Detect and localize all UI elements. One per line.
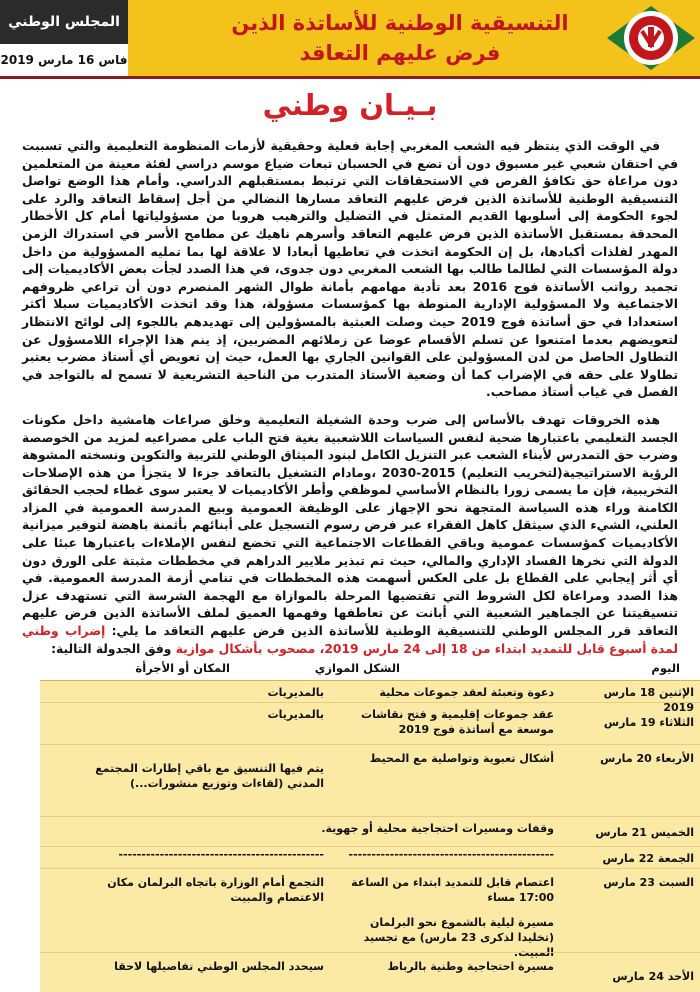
row-place: يتم فيها التنسيق مع باقي إطارات المجتمع المدني (لقاءات وتوزيع منشورات...): [95, 762, 324, 790]
row-place: ---------------------------------------------: [118, 848, 324, 861]
strike-decision: إضراب وطني لمدة أسبوع قابل للتمديد ابتداء من 18 إلى 24 مارس 2019، مصحوب بأشكال موازية: [22, 624, 678, 656]
paragraph-1: في الوقت الذي ينتظر فيه الشعب المغربي إجابة فعلية وحقيقية لأزمات المنظومة التعليمية والتي تسببت في احتقان شعبي غير مسبوق دون أن تضع في الحسبان تبعات ضياع موسم دراسي لفئة معينة من المتعلمين دون مراعاة حق تكافؤ الفرص في الاستحقاقات التي ترتبط بمستقبلهم الدراسي. وأمام هذا الوضع تواصل التنسيقية الوطنية للأساتذة الذين فرض عليهم التعاقد مسارها النضالي من أجل إسقاط التعاقد والرد على لجوء الحكومة إلى أسلوبها القديم المتمثل في التضليل والترهيب هروبا من مسؤولياتها أمام كل الأخطار المحدقة بمستقبل الأساتذة الذين فرض عليهم التعاقد وأسرهم ناهيك عن مطامح الأسر في استدراك الزمن المهدر لفلذات أكبادها، بل إن الحكومة اتخذت في تعاطيها أبعادا لا علاقة لها بما تمليه المسؤولية من داخل دولة المؤسسات التي لطالما طالب بها الشعب المغربي دون جدوى، في هذا الصدد لجأت بعض الأكاديميات إلى تجميد رواتب الأساتذة فوج 2016 بعد تأدية مهامهم بأمانة طوال الشهر المنصرم دون أن تراعي ظروفهم الاجتماعية ولا المسؤولية الإدارية المنوطة بها كمؤسسات مسؤولة، هذا وقد اتخذت الأكاديميات سبلا أكثر استعدادا في حق أساتذة فوج 2019 حيث وصلت العبثية بالمسؤولين إلى تهديدهم باللجوء إلى لوائح الانتظار لتعويضهم بعدما امتنعوا عن تسلم الأقسام عوضا عن زملائهم المضربين، إذ ينم هذا الإجراء اللامسؤول عن التطاول الحاصل من لدن المسؤولين على القوانين الجاري بها العمل، حيث إن تعويض أي أستاذ مضرب يعتبر تطاولا على حقه في الإضراب كما أن وضعية الأستاذ المتدرب من الناحية التشريعية لا تسمح له بالتواجد في الفصل في غياب أستاذ مصاحب.: [22, 139, 678, 400]
row-form: عقد جموعات إقليمية و فتح نقاشات موسعة مع أساتذة فوج 2019: [361, 708, 554, 736]
statement-title: بـيـان وطني: [262, 88, 438, 122]
header-place: المكان أو الأجرأة: [135, 661, 230, 675]
table-row: [40, 869, 700, 959]
row-place: سيحدد المجلس الوطني تفاصيلها لاحقا: [114, 960, 324, 973]
paragraph-2: [22, 412, 678, 658]
paragraph-2-text: هذه الخروقات تهدف بالأساس إلى ضرب وحدة الشغيلة التعليمية وخلق صراعات هامشية داخل مكونات الجسد التعليمي باعتبارها ضحية لنفس السياسات اللاشعبية بغية فتح الباب على مصراعيه لمزيد من الخوصصة وضرب حق التمدرس لأبناء الشعب عبر التنزيل الكامل لبنود الميثاق الوطني للتربية والتكوين ونسخته المشوهة الرؤية الاستراتيجية(لتخريب التعليم) 2015-2030 ،ومادام التشغيل بالتعاقد جزءا لا يتجزأ من هذه الإصلاحات التخريبية، فإن ما يسمى زورا بالنظام الأساسي لموظفي وأطر الأكاديميات لا يعتبر سوى غطاء لحجب الحقائق الكامنة وراء هذه السياسة المتجهة نحو الإجهاز على الوظيفة العمومية وبيع المدرسة العمومية في المزاد العلني، الشيء الذي سيثقل كاهل الفقراء عبر فرض رسوم التسجيل على أبنائهم بأثمنة باهضة لتوفير ميزانية الأكاديميات كمؤسسات عمومية وباقي القطاعات الاجتماعية التي تخضع لنفس الإملاءات باعتبارها عبئا على الدولة التي نخرها الفساد الإداري والمالي، حيث تم تبذير ملايير الدراهم في مخططات مثبتة على الورق دون أي أثر إيجابي على القطاع بل على العكس أسهمت هذه المخططات في تنامي أزمة المدرسة العمومية. في هذا الصدد ومراعاة لكل الشروط التي تقتضيها المرحلة بالموازاة مع الهجمة الشرسة التي تستهدف عزل تنسيقيتنا عن الجماهير الشعبية التي أبانت عن تعاطفها وفهمها العميق لملف الأساتذة الذين فرض عليهم التعاقد قرر المجلس الوطني للتنسيقية الوطنية للأساتذة الذين فرض عليهم التعاقد ما يلي:: [22, 412, 678, 639]
header-form: الشكل الموازي: [314, 661, 400, 675]
header-divider: [0, 76, 700, 79]
row-form-extra: مسيرة ليلية بالشموع نحو البرلمان (تخليدا لذكرى 23 مارس) مع تجسيد المبيت.: [363, 916, 554, 959]
row-day: الثلاثاء 19 مارس: [603, 716, 694, 729]
decision-tail: وفق الجدولة التالية:: [51, 641, 172, 656]
row-day: الجمعة 22 مارس: [602, 852, 694, 865]
row-day: السبت 23 مارس: [603, 876, 694, 889]
row-form: اعتصام قابل للتمديد ابتداء من الساعة 17:00 مساء: [351, 876, 554, 904]
issue-date: فاس 16 مارس 2019: [0, 44, 128, 77]
header-banner: [0, 0, 700, 76]
table-row: [40, 703, 700, 745]
row-place: التجمع أمام الوزارة باتجاه البرلمان مكان الاعتصام والمبيت: [107, 876, 324, 904]
statement-body: [22, 138, 678, 668]
row-day: الإثنين 18 مارس 2019: [603, 686, 694, 714]
row-form: أشكال تعبوية وتواصلية مع المحيط: [369, 752, 554, 765]
union-logo-icon: [606, 5, 696, 71]
row-form: ---------------------------------------------: [348, 848, 554, 861]
header-title: التنسيقية الوطنية للأساتذة الذين فرض عليهم التعاقد: [231, 11, 569, 65]
header-day: اليوم: [651, 661, 680, 675]
row-place: بالمديريات: [267, 708, 324, 721]
row-day: الأحد 24 مارس: [612, 970, 694, 983]
table-row: [40, 745, 700, 817]
row-form: مسيرة احتجاجية وطنية بالرباط: [387, 960, 554, 973]
table-row: [40, 681, 700, 714]
row-day: الأربعاء 20 مارس: [600, 752, 694, 765]
schedule-header: [0, 661, 700, 677]
table-row: [40, 847, 700, 869]
row-form: وقفات ومسيرات احتجاجية محلية أو جهوية.: [321, 822, 554, 835]
table-row: [40, 817, 700, 847]
table-row: [40, 953, 700, 989]
schedule-table: [40, 680, 700, 992]
row-place: بالمديريات: [267, 686, 324, 699]
council-label: المجلس الوطني: [0, 0, 128, 44]
row-day: الخميس 21 مارس: [595, 826, 694, 839]
row-form: دعوة وتعبئة لعقد جموعات محلية: [379, 686, 554, 699]
